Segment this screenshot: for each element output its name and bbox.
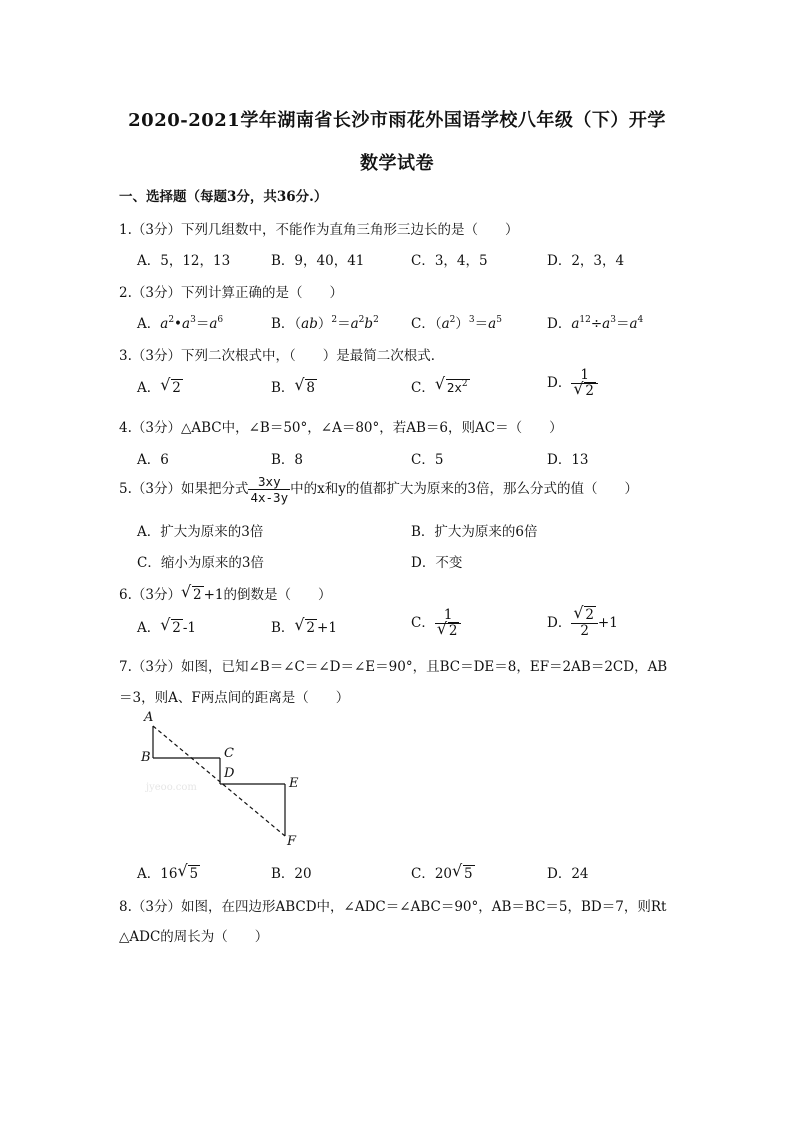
point-label-a: A (144, 710, 154, 725)
point-label-f: F (287, 834, 297, 849)
question-1-stem: 1.（3分）下列几组数中，不能作为直角三角形三边长的是（ ） (119, 222, 519, 238)
question-6-option-a: A． √ 2 -1 (137, 615, 196, 636)
sqrt-symbol: √ 5 (452, 861, 473, 882)
question-2-option-c: C．$(a^2)^3=a^5$ (411, 315, 502, 332)
fraction: 1 √ 2 (435, 608, 462, 639)
question-6-option-d: D． √ 2 2 +1 (547, 603, 618, 639)
question-8-stem-line1: 8.（3分）如图，在四边形ABCD中，∠ADC＝∠ABC＝90°，AB＝BC＝5，BD＝7，则Rt (119, 899, 667, 915)
question-1-option-c: C．3，4，5 (411, 253, 488, 269)
question-2-option-a: A．$a^2•a^3=a^6$ (137, 315, 224, 332)
sqrt-symbol: √ 2 (294, 615, 316, 636)
question-4-option-c: C．5 (411, 452, 444, 468)
fraction: 1 √ 2 (571, 368, 598, 399)
sqrt-symbol: √ 8 (294, 375, 316, 396)
sqrt-symbol: √ $2x^2$ (434, 374, 468, 395)
point-label-d: D (224, 766, 235, 781)
question-7-option-c: C．20 √ 5 (411, 861, 473, 882)
question-5-option-b: B．扩大为原来的6倍 (411, 524, 538, 540)
question-5-option-d: D．不变 (411, 555, 463, 571)
question-7-option-a: A．16 √ 5 (137, 861, 199, 882)
point-label-c: C (224, 746, 234, 761)
question-1-option-b: B．9，40，41 (271, 253, 365, 269)
question-5-option-c: C．缩小为原来的3倍 (137, 555, 264, 571)
question-5-option-a: A．扩大为原来的3倍 (137, 524, 264, 540)
question-7-option-d: D．24 (547, 866, 589, 882)
question-7-stem-line2: ＝3，则A、F两点间的距离是（ ） (119, 690, 350, 706)
question-6-stem: 6.（3分） √ 2 +1的倒数是（ ） (119, 582, 332, 603)
fraction: √ 2 2 (571, 608, 598, 639)
question-6-option-b: B． √ 2 +1 (271, 615, 337, 636)
question-2-option-d: D．$a^{12}\div a^3=a^4$ (547, 315, 644, 332)
page-title-line2: 数学试卷 (360, 153, 434, 174)
question-8-stem-line2: △ADC的周长为（ ） (119, 929, 269, 945)
point-label-e: E (289, 776, 299, 791)
question-7-figure (138, 710, 318, 860)
question-6-option-c: C． 1 √ 2 (411, 608, 461, 639)
segment-af-dashed (153, 726, 285, 836)
sqrt-symbol: √ 2 (160, 375, 181, 396)
question-4-option-b: B．8 (271, 452, 304, 468)
question-2-stem: 2.（3分）下列计算正确的是（ ） (119, 285, 343, 301)
section-heading: 一、选择题（每题3分，共36分.） (119, 189, 328, 205)
question-3-stem: 3.（3分）下列二次根式中，（ ）是最简二次根式． (119, 348, 445, 364)
page-title-line1: 2020-2021学年湖南省长沙市雨花外国语学校八年级（下）开学 (128, 110, 666, 131)
point-label-b: B (141, 750, 151, 765)
question-4-option-a: A．6 (137, 452, 169, 468)
question-1-option-a: A．5，12，13 (137, 253, 231, 269)
question-4-option-d: D．13 (547, 452, 589, 468)
question-3-option-d: D． 1 √ 2 (547, 368, 598, 399)
question-3-option-c: C． √ $2x^2$ (411, 374, 468, 396)
question-4-stem: 4.（3分）△ABC中，∠B＝50°，∠A＝80°，若AB＝6，则AC＝（ ） (119, 420, 563, 436)
question-7-option-b: B．20 (271, 866, 312, 882)
sqrt-symbol: √ 5 (177, 861, 199, 882)
question-5-stem: 5.（3分）如果把分式 $\frac{3xy}{4x-3y}$ 中的x和y的值都扩大为原来的3倍，那么分式的值（ ） (119, 474, 638, 505)
fraction: $\frac{3xy}{4x-3y}$ (250, 474, 289, 505)
question-7-stem-line1: 7.（3分）如图，已知∠B＝∠C＝∠D＝∠E＝90°，且BC＝DE＝8，EF＝2AB＝2CD，AB (119, 659, 668, 675)
sqrt-symbol: √ 2 (180, 582, 202, 603)
question-1-option-d: D．2，3，4 (547, 253, 625, 269)
question-3-option-b: B． √ 8 (271, 375, 316, 396)
sqrt-symbol: √ 2 (160, 615, 181, 636)
question-3-option-a: A． √ 2 (137, 375, 181, 396)
question-2-option-b: B．$(ab)^2=a^2b^2$ (271, 315, 379, 332)
watermark: jyeoo.com (146, 782, 197, 793)
